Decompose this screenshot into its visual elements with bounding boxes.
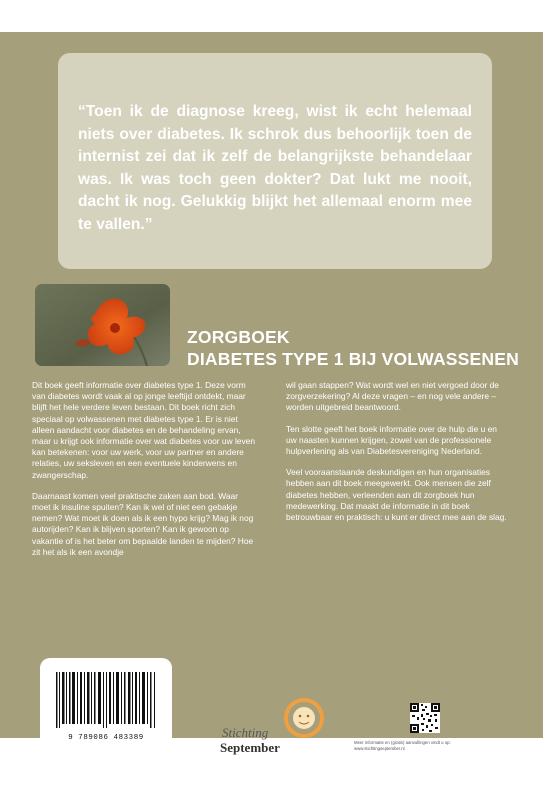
publisher-name-bottom: September (220, 740, 280, 755)
left-column (32, 380, 255, 568)
quote-text: “Toen ik de diagnose kreeg, wist ik echt helemaal niets over diabetes. Ik schrok dus behoorlijk toen de internist zei dat ik zelf de belangrijkste behandelaar was. Ik was toch geen dokter? Dat lukt me nooit, dacht ik nog. Gelukkig blijkt het allemaal enorm mee te vallen.” (78, 103, 472, 233)
nasturtium-flower-icon (35, 284, 170, 366)
publisher-logo (218, 696, 328, 760)
info-line-1: Meer informatie en (gratis) aanvullingen vindt u op: (354, 740, 451, 745)
paragraph: Dit boek geeft informatie over diabetes type 1. Deze vorm van diabetes wordt vaak al op jonge leeftijd ontdekt, maar blijft het hele verdere leven bestaan. Dit boek richt zich speciaal op volwassenen met diabetes type 1. Er is niet alleen aandacht voor diabetes en de behandeling ervan, maar u krijgt ook informatie over wat diabetes voor uw leven kan betekenen: voor uw werk, voor uw partner en andere relaties, uw seksleven en een eventuele kinderwens en zwangerschap. (32, 380, 255, 480)
isbn-number: 9 789086 483389 (68, 734, 144, 742)
flower-photo (35, 284, 170, 366)
more-info-text (354, 740, 514, 752)
book-title (187, 326, 519, 370)
paragraph: Daarnaast komen veel praktische zaken aan bod. Waar moet ik insuline spuiten? Kan ik wel of niet een gebakje nemen? Wat moet ik doen als ik een hypo krijg? Mag ik nog autorijden? Kan ik blijven sporten? Kan ik gewoon op vakantie of is het beter om bepaalde landen te mijden? Hoe zit het als ik een avondje (32, 490, 254, 557)
right-column (286, 380, 509, 533)
title-line-2: DIABETES TYPE 1 BIJ VOLWASSENEN (187, 349, 519, 369)
info-url[interactable]: www.stichtingseptember.nl (354, 746, 405, 751)
barcode-icon (54, 672, 158, 728)
paragraph: wil gaan stappen? Wat wordt wel en niet vergoed door de zorgverzekering? Al deze vragen – en nog vele andere – worden uitgebreid beantwoord. (286, 380, 499, 413)
paragraph: Ten slotte geeft het boek informatie over de hulp die u en uw naasten kunnen krijgen, zowel van de professionele hulpverlening als van Diabetesvereniging Nederland. (286, 423, 497, 457)
barcode-box (40, 658, 172, 758)
quote-box (58, 53, 492, 269)
sun-face-logo-icon (282, 696, 326, 740)
qr-code-icon (410, 703, 440, 733)
title-line-1: ZORGBOEK (187, 327, 290, 347)
publisher-name-top: Stichting (222, 725, 269, 740)
paragraph: Veel vooraanstaande deskundigen en hun organisaties hebben aan dit boek meegewerkt. Ook mensen die zelf diabetes hebben, verleenden aan dit zorgboek hun medewerking. Dat maakt de informatie in dit boek betrouwbaar en praktisch: u kunt er direct mee aan de slag. (286, 467, 507, 523)
